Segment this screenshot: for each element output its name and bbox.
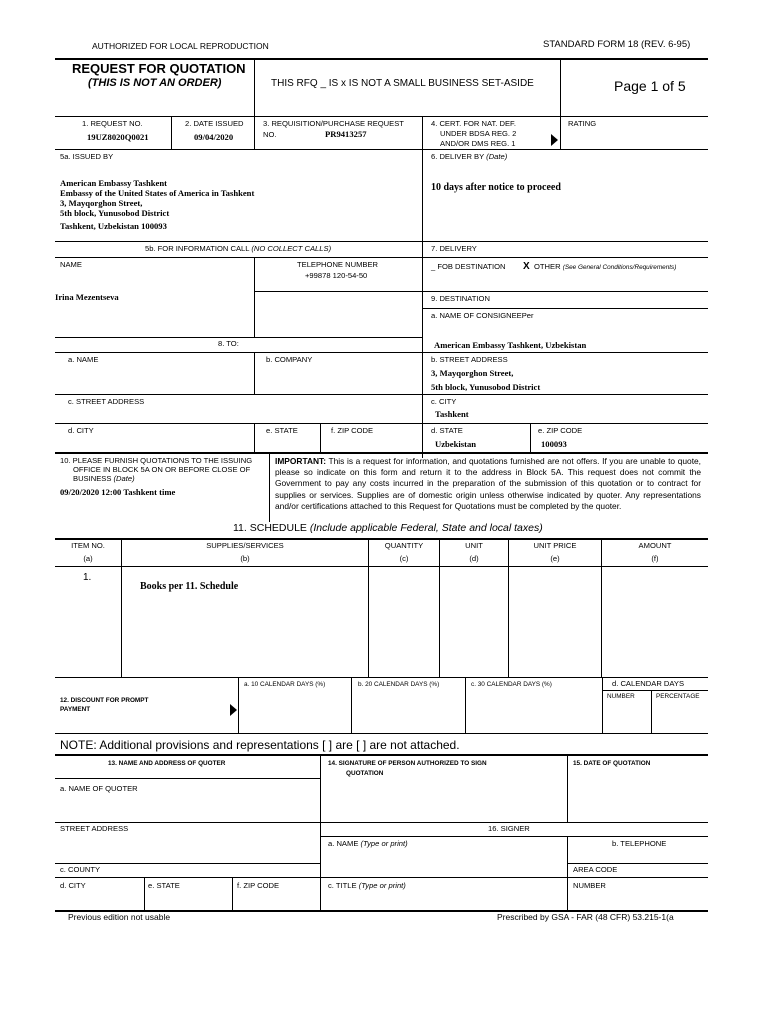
cert-bdsa: UNDER BDSA REG. 2 xyxy=(440,129,517,138)
request-no-value: 19UZ8020Q0021 xyxy=(87,132,149,142)
info-name-value: Irina Mezentseva xyxy=(55,292,119,302)
top-rule xyxy=(55,58,708,60)
quoter-city-label: d. CITY xyxy=(60,881,86,890)
col-item-no-sub: (a) xyxy=(83,554,93,563)
arrow-right-icon xyxy=(551,134,558,146)
quoter-zip-label: f. ZIP CODE xyxy=(237,881,280,890)
signer-name-label: a. NAME (Type or print) xyxy=(328,839,408,848)
col-quantity: QUANTITY xyxy=(384,541,424,550)
signer-telephone-label: b. TELEPHONE xyxy=(612,839,667,848)
date-issued-value: 09/04/2020 xyxy=(194,132,234,142)
issued-by-line-3: 3, Mayqorghon Street, xyxy=(60,198,143,208)
consignee-value: American Embassy Tashkent, Uzbekistan xyxy=(434,340,587,350)
dest-state-value: Uzbekistan xyxy=(435,439,477,449)
requisition-label: 3. REQUISITION/PURCHASE REQUEST xyxy=(263,119,404,128)
block10-line-2: OFFICE IN BLOCK 5A ON OR BEFORE CLOSE OF xyxy=(73,465,251,474)
rating-label: RATING xyxy=(568,119,597,128)
to-state-label: e. STATE xyxy=(266,426,298,435)
quoter-name-label: a. NAME OF QUOTER xyxy=(60,784,138,793)
to-street-label: c. STREET ADDRESS xyxy=(68,397,145,406)
info-phone-label: TELEPHONE NUMBER xyxy=(297,260,379,269)
quoter-state-label: e. STATE xyxy=(148,881,180,890)
col-unit-sub: (d) xyxy=(469,554,479,563)
dest-street-label: b. STREET ADDRESS xyxy=(431,355,508,364)
page-indicator: Page 1 of 5 xyxy=(614,78,686,94)
block10-line-1: 10. PLEASE FURNISH QUOTATIONS TO THE ISSUING xyxy=(60,456,253,465)
discount-col-a: a. 10 CALENDAR DAYS (%) xyxy=(244,681,326,688)
discount-col-c: c. 30 CALENDAR DAYS (%) xyxy=(471,681,552,688)
discount-label-1: 12. DISCOUNT FOR PROMPT xyxy=(60,697,149,704)
info-call-label: 5b. FOR INFORMATION CALL (NO COLLECT CALLS) xyxy=(145,244,332,253)
dest-street-line-1: 3, Mayqorghon Street, xyxy=(431,368,514,378)
col-quantity-sub: (c) xyxy=(399,554,409,563)
issued-by-label: 5a. ISSUED BY xyxy=(60,152,114,161)
col-amount-sub: (f) xyxy=(651,554,659,563)
col-item-no: ITEM NO. xyxy=(71,541,105,550)
dest-city-value: Tashkent xyxy=(435,409,469,419)
important-notice: IMPORTANT: This is a request for information, and quotations furnished are not offers. If you are unable to quote, please so indicate on this form and return it to the address in Block 5A. This request does not commit the Government to pay any costs incurred in the preparation of the submission of this quotation or to contract for supplies or services. Supplies are of domestic origin unless otherwise indicated by quoter. Any representations and/or certifications attached to this Request for Quotations must be completed by the quoter. xyxy=(275,456,701,511)
form-subtitle: (THIS IS NOT AN ORDER) xyxy=(88,77,222,89)
to-city-label: d. CITY xyxy=(68,426,94,435)
issued-by-line-4: 5th block, Yunusobod District xyxy=(60,208,170,218)
footer-left: Previous edition not usable xyxy=(68,912,171,922)
dest-state-label: d. STATE xyxy=(431,426,463,435)
destination-label: 9. DESTINATION xyxy=(431,294,490,303)
discount-col-b: b. 20 CALENDAR DAYS (%) xyxy=(358,681,440,688)
block10-value: 09/20/2020 12:00 Tashkent time xyxy=(60,487,176,497)
issued-by-line-5: Tashkent, Uzbekistan 100093 xyxy=(60,221,167,231)
discount-label-2: PAYMENT xyxy=(60,706,91,713)
dest-city-label: c. CITY xyxy=(431,397,457,406)
to-name-label: a. NAME xyxy=(68,355,99,364)
dest-street-line-2: 5th block, Yunusobod District xyxy=(431,382,541,392)
other-x-mark: X xyxy=(523,261,530,272)
dest-zip-value: 100093 xyxy=(541,439,567,449)
note-provisions: NOTE: Additional provisions and representations [ ] are [ ] are not attached. xyxy=(60,738,460,752)
block10-line-3: BUSINESS (Date) xyxy=(73,474,135,483)
issued-by-line-2: Embassy of the United States of America in Tashkent xyxy=(60,188,255,198)
cert-dms: AND/OR DMS REG. 1 xyxy=(440,139,516,148)
col-unit-price-sub: (e) xyxy=(550,554,560,563)
issued-by-line-1: American Embassy Tashkent xyxy=(60,178,167,188)
block14-label-1: 14. SIGNATURE OF PERSON AUTHORIZED TO SIGN xyxy=(328,760,487,767)
arrow-right-icon xyxy=(230,704,237,716)
requisition-no-label: NO. xyxy=(263,130,277,139)
info-name-label: NAME xyxy=(60,260,82,269)
block15-label: 15. DATE OF QUOTATION xyxy=(573,760,651,767)
signer-label: 16. SIGNER xyxy=(488,824,530,833)
deliver-by-value: 10 days after notice to proceed xyxy=(431,182,561,193)
date-issued-label: 2. DATE ISSUED xyxy=(185,119,244,128)
to-company-label: b. COMPANY xyxy=(266,355,313,364)
col-unit-price: UNIT PRICE xyxy=(533,541,577,550)
consignee-label: a. NAME OF CONSIGNEEPer xyxy=(431,311,534,320)
authorized-notice: AUTHORIZED FOR LOCAL REPRODUCTION xyxy=(92,41,269,51)
block13-label: 13. NAME AND ADDRESS OF QUOTER xyxy=(108,760,226,767)
deliver-by-label: 6. DELIVER BY (Date) xyxy=(431,152,508,161)
fob-destination-option: _ FOB DESTINATION xyxy=(431,262,506,271)
delivery-label: 7. DELIVERY xyxy=(431,244,477,253)
set-aside-statement: THIS RFQ _ IS x IS NOT A SMALL BUSINESS SET-ASIDE xyxy=(271,78,534,89)
col-supplies: SUPPLIES/SERVICES xyxy=(206,541,284,550)
other-option: OTHER (See General Conditions/Requirements) xyxy=(534,262,677,271)
signer-title-label: c. TITLE (Type or print) xyxy=(328,881,406,890)
request-no-label: 1. REQUEST NO. xyxy=(82,119,143,128)
info-phone-value: +99878 120-54-50 xyxy=(305,271,368,280)
to-label: 8. TO: xyxy=(218,339,239,348)
quoter-street-label: STREET ADDRESS xyxy=(60,824,129,833)
number-label: NUMBER xyxy=(573,881,606,890)
dest-zip-label: e. ZIP CODE xyxy=(538,426,583,435)
discount-number-label: NUMBER xyxy=(607,693,635,700)
area-code-label: AREA CODE xyxy=(573,865,618,874)
col-unit: UNIT xyxy=(465,541,483,550)
cert-nat-def-label: 4. CERT. FOR NAT. DEF. xyxy=(431,119,516,128)
col-amount: AMOUNT xyxy=(638,541,672,550)
schedule-title: 11. SCHEDULE (Include applicable Federal, State and local taxes) xyxy=(233,522,543,534)
col-supplies-sub: (b) xyxy=(240,554,250,563)
schedule-item-no: 1. xyxy=(83,572,92,583)
quoter-county-label: c. COUNTY xyxy=(60,865,101,874)
requisition-no-value: PR9413257 xyxy=(325,129,367,139)
block14-label-2: QUOTATION xyxy=(346,770,384,777)
schedule-item-desc: Books per 11. Schedule xyxy=(140,581,239,592)
discount-percentage-label: PERCENTAGE xyxy=(656,693,700,700)
footer-right: Prescribed by GSA - FAR (48 CFR) 53.215-1(a xyxy=(497,912,674,922)
form-title: REQUEST FOR QUOTATION xyxy=(72,61,246,76)
discount-col-d: d. CALENDAR DAYS xyxy=(612,679,685,688)
to-zip-label: f. ZIP CODE xyxy=(331,426,374,435)
form-number: STANDARD FORM 18 (REV. 6-95) xyxy=(543,39,691,50)
